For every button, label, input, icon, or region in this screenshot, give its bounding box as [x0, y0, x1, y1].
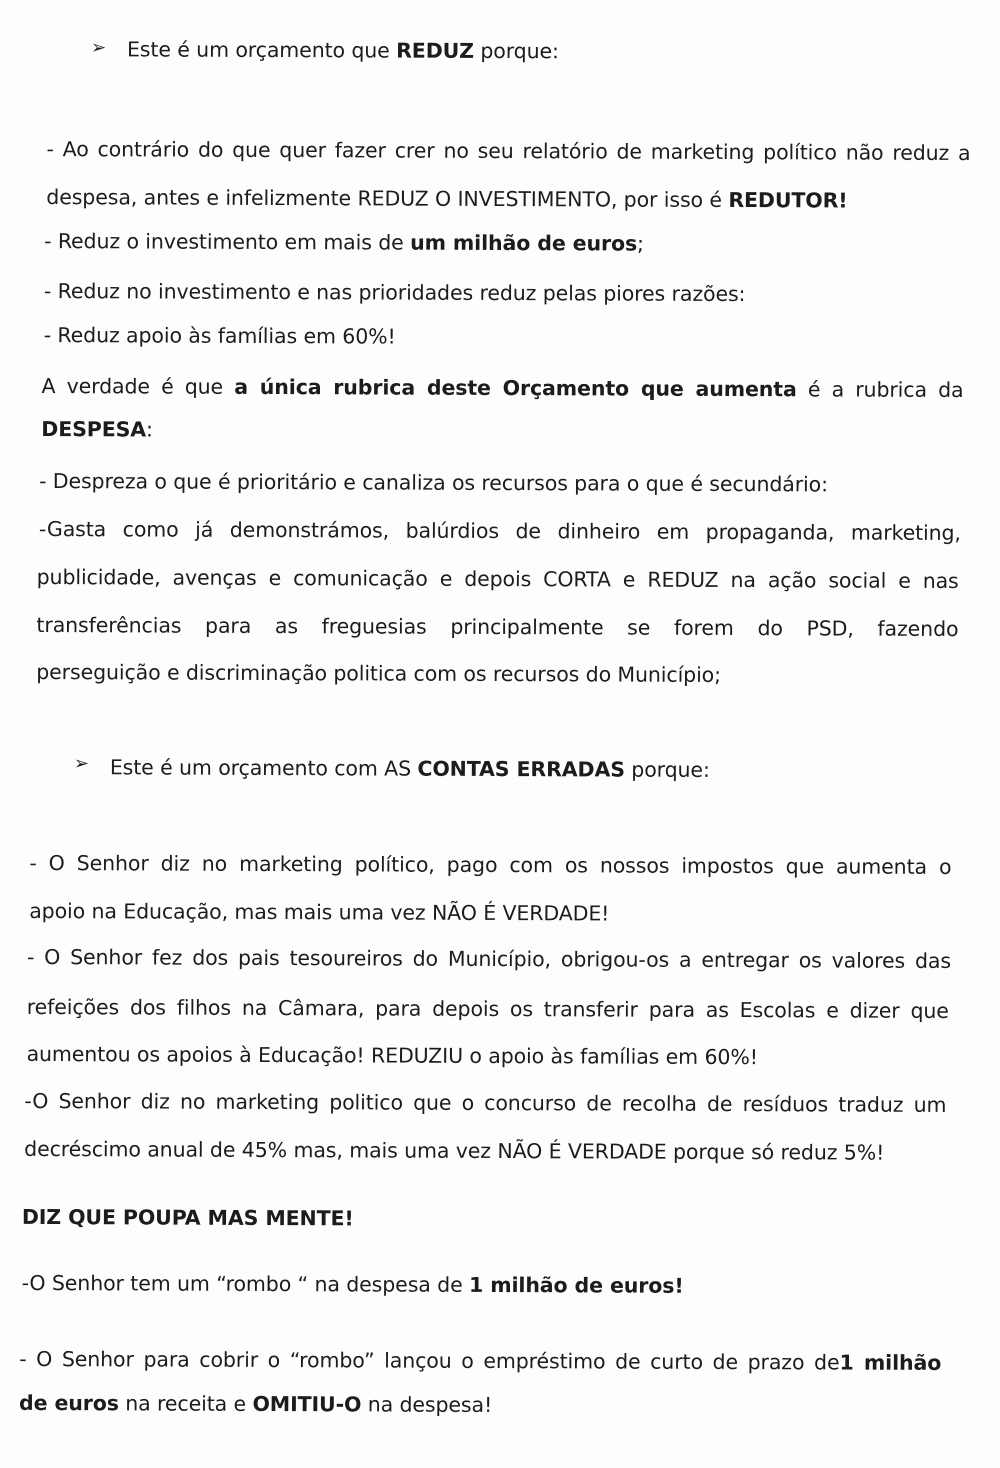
arrow-bullet-icon: ➢ [90, 37, 107, 59]
line-text: na despesa! [361, 1392, 493, 1417]
paragraph-line [19, 1346, 941, 1376]
heading-text: Este é um orçamento com AS [109, 755, 418, 781]
paragraph-line: decréscimo anual de 45% mas, mais uma vez NÃO É VERDADE porque só reduz 5%! [24, 1136, 885, 1165]
paragraph-line: publicidade, avenças e comunicação e depois CORTA e REDUZ na ação social e nas [36, 564, 959, 593]
heading-bold-text: CONTAS ERRADAS [417, 756, 625, 782]
line-text: -O Senhor tem um “rombo “ na despesa de [21, 1270, 470, 1297]
heading-text: Este é um orçamento que [126, 37, 397, 63]
paragraph-line [41, 416, 153, 442]
bold-text: 1 milhão de euros! [468, 1272, 684, 1298]
heading-text: porque: [624, 757, 710, 782]
bold-text: um milhão de euros [410, 230, 638, 256]
bold-text: de euros [19, 1390, 119, 1416]
bold-text: a única rubrica deste Orçamento que aumenta [234, 374, 797, 402]
paragraph-line: perseguição e discriminação politica com os recursos do Município; [36, 659, 722, 687]
line-text: ; [637, 231, 644, 256]
paragraph-line: - O Senhor fez dos pais tesoureiros do Município, obrigou-os a entregar os valores das [26, 944, 952, 973]
paragraph-line: - Reduz no investimento e nas prioridades reduz pelas piores razões: [43, 279, 746, 307]
paragraph-line: - Ao contrário do que quer fazer crer no seu relatório de marketing político não reduz a [46, 137, 971, 166]
paragraph-line: refeições dos filhos na Câmara, para depois os transferir para as Escolas e dizer que [26, 994, 949, 1023]
bold-text: OMITIU-O [252, 1391, 362, 1417]
paragraph-line: aumentou os apoios à Educação! REDUZIU o apoio às famílias em 60%! [26, 1041, 758, 1070]
heading-bold-text: REDUZ [396, 38, 475, 63]
paragraph-line: - O Senhor diz no marketing político, pago com os nossos impostos que aumenta o [29, 850, 952, 879]
paragraph-line: -Gasta como já demonstrámos, balúrdios de dinheiro em propaganda, marketing, [38, 516, 961, 546]
bold-text: 1 milhão [839, 1350, 942, 1375]
bold-text: DIZ QUE POUPA MAS MENTE! [21, 1204, 354, 1231]
paragraph-line [22, 1204, 354, 1231]
line-text: A verdade é que [41, 373, 235, 399]
paragraph-line: - Despreza o que é prioritário e canaliza os recursos para o que é secundário: [39, 468, 828, 497]
line-text: : [146, 417, 153, 442]
bold-text: DESPESA [41, 416, 147, 442]
paragraph-line [41, 373, 963, 403]
paragraph-line: apoio na Educação, mas mais uma vez NÃO É VERDADE! [29, 898, 610, 926]
paragraph-line: transferências para as freguesias principalmente se forem do PSD, fazendo [36, 612, 959, 641]
paragraph-line [46, 184, 847, 213]
paragraph-line [44, 228, 644, 257]
paragraph-line: -O Senhor diz no marketing politico que o concurso de recolha de resíduos traduz um [24, 1088, 947, 1117]
line-text: - Reduz o investimento em mais de [44, 229, 411, 255]
line-text: despesa, antes e infelizmente REDUZ O INVESTIMENTO, por isso é [46, 185, 729, 212]
line-text: é a rubrica da [796, 377, 964, 403]
line-text: na receita e [118, 1391, 253, 1416]
paragraph-line [19, 1390, 492, 1418]
paragraph-line: - Reduz apoio às famílias em 60%! [43, 323, 396, 349]
line-text: - O Senhor para cobrir o “rombo” lançou o empréstimo de curto de prazo de [19, 1346, 840, 1375]
paragraph-line [22, 1270, 684, 1299]
section-heading [127, 36, 559, 64]
heading-text: porque: [473, 38, 559, 64]
section-heading [110, 754, 710, 783]
arrow-bullet-icon: ➢ [73, 753, 90, 775]
bold-text: REDUTOR! [728, 187, 848, 213]
